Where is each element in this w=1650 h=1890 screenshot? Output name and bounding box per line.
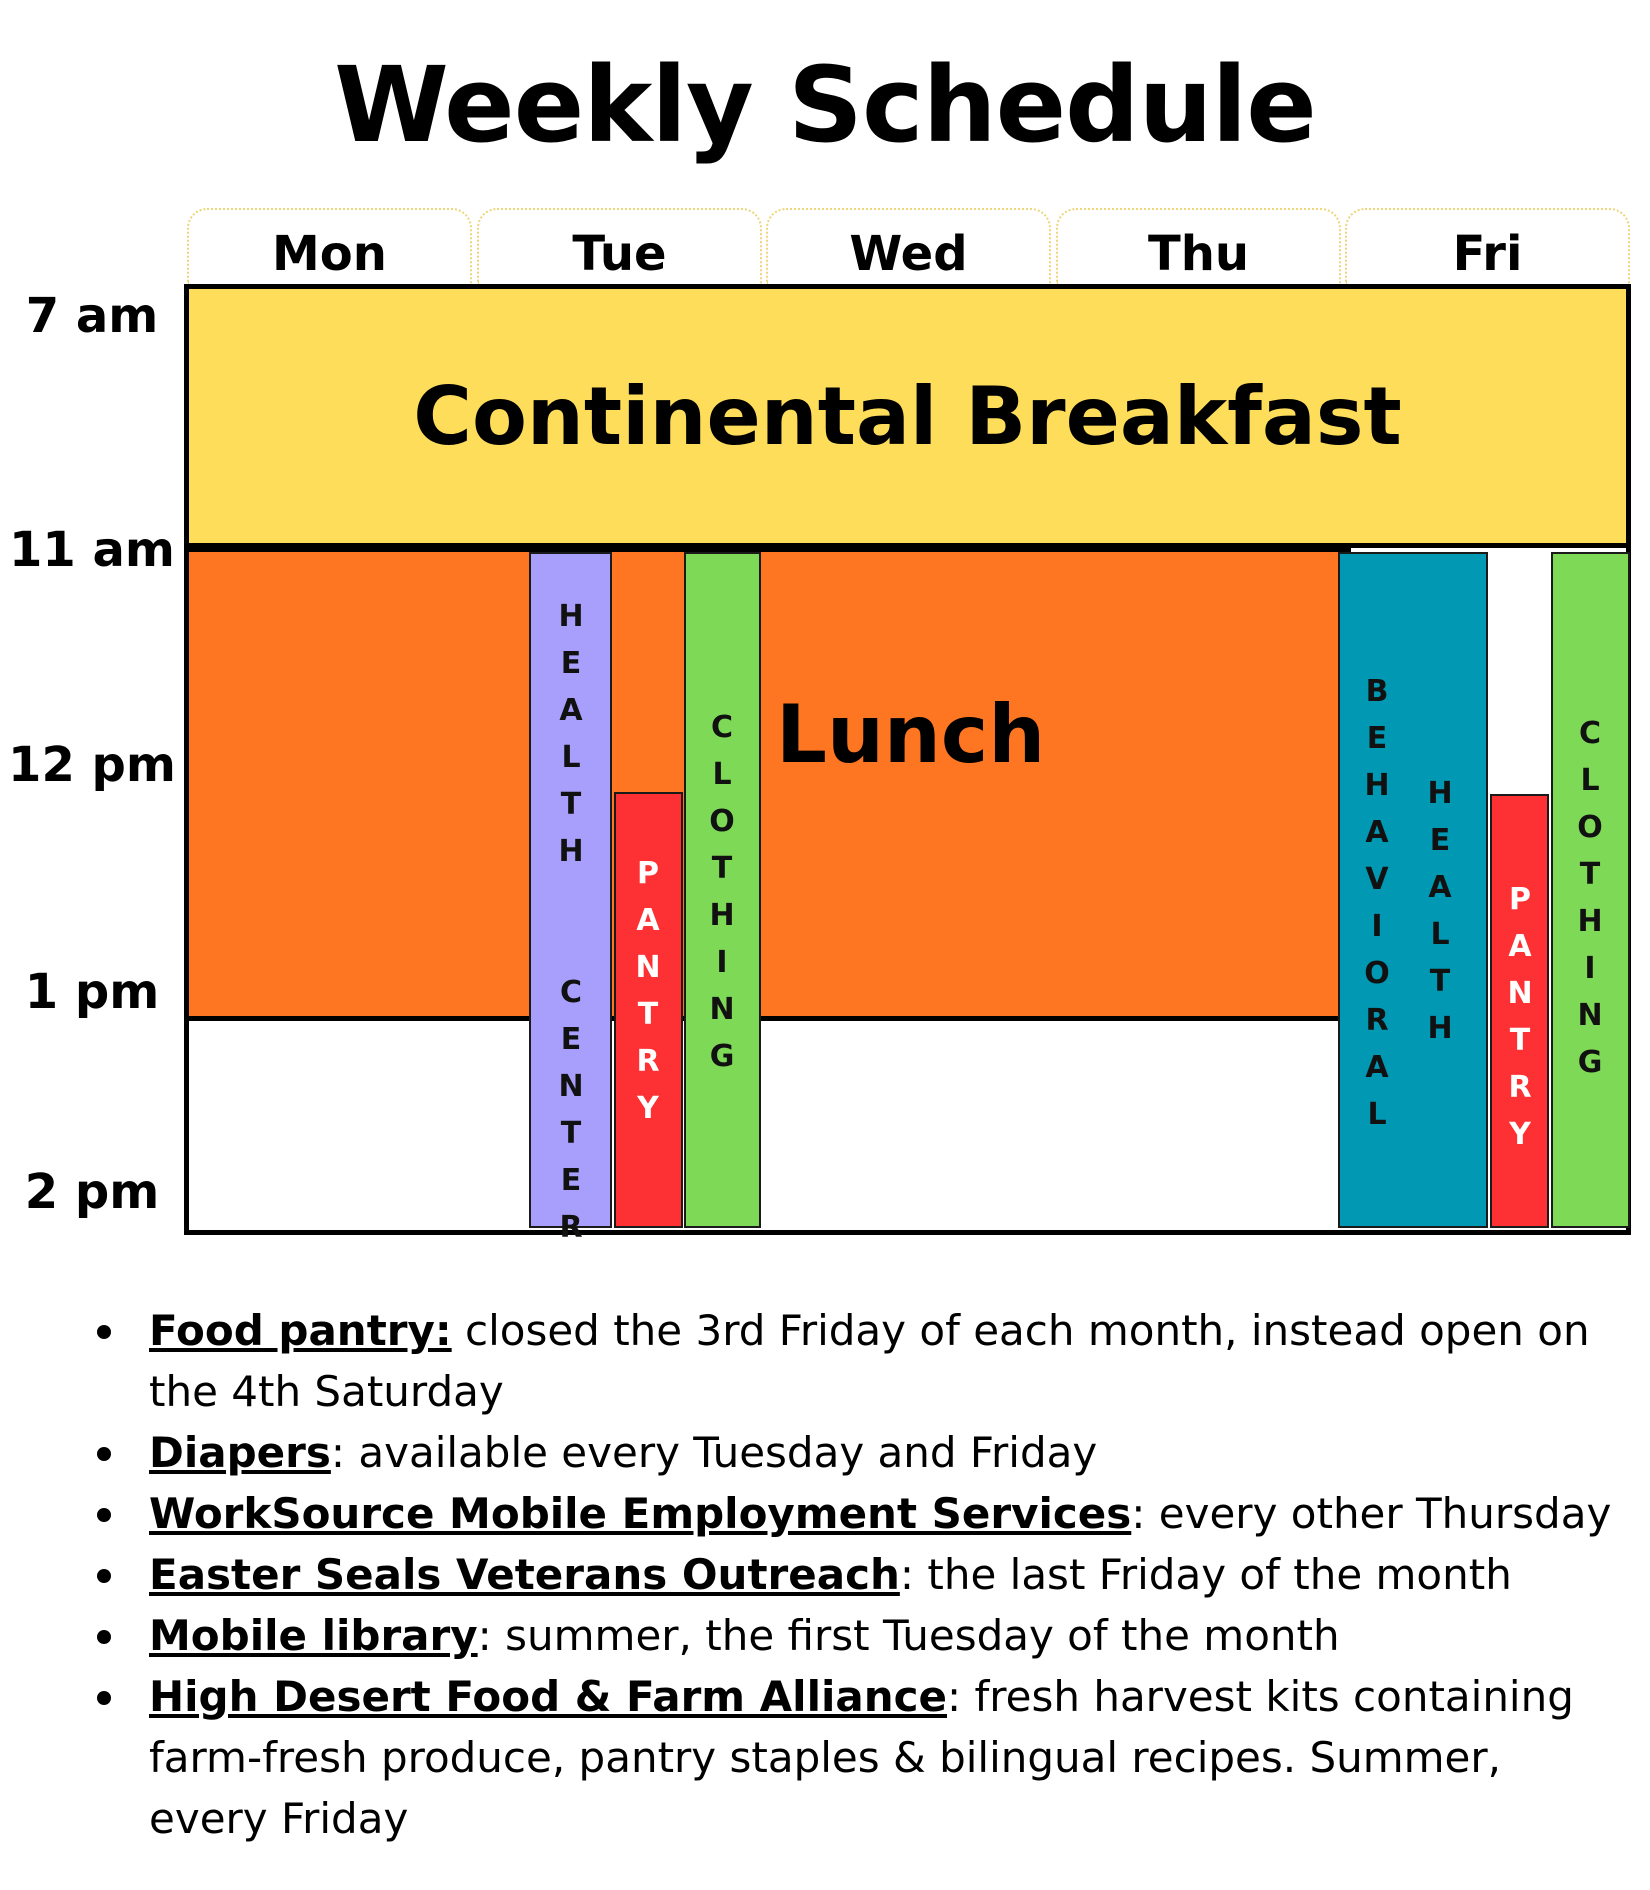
note-text: : every other Thursday bbox=[1131, 1489, 1612, 1538]
lunch-label: Lunch bbox=[776, 688, 1046, 781]
tue-health-center bbox=[529, 552, 612, 1245]
tue-pantry-label: P A N T R Y bbox=[635, 856, 661, 1126]
note-item bbox=[95, 1666, 1615, 1849]
tue-clothing-label: C L O T H I N G bbox=[709, 710, 735, 1074]
note-name: WorkSource Mobile Employment Services bbox=[149, 1489, 1132, 1538]
time-label-2pm: 2 pm bbox=[24, 1164, 160, 1220]
note-name: Easter Seals Veterans Outreach bbox=[149, 1550, 900, 1599]
tue-health-center-label: H E A L T H C E N T E R bbox=[558, 599, 584, 1245]
fri-behavioral-label: B E H A V I O R A L bbox=[1364, 674, 1390, 1132]
time-label-12pm: 12 pm bbox=[8, 737, 176, 793]
note-name: Mobile library bbox=[149, 1611, 478, 1660]
note-item bbox=[95, 1422, 1615, 1483]
day-tab-wed: Wed bbox=[766, 208, 1051, 284]
note-text: closed the 3rd Friday of each month, instead open on the 4th Saturday bbox=[149, 1306, 1590, 1416]
time-label-7am: 7 am bbox=[25, 288, 159, 344]
note-item bbox=[95, 1605, 1615, 1666]
breakfast-block bbox=[184, 284, 1631, 548]
note-text: : fresh harvest kits containing farm-fresh produce, pantry staples & bilingual recipes. Summer, every Friday bbox=[149, 1672, 1574, 1843]
time-label-1pm: 1 pm bbox=[24, 964, 160, 1020]
note-item bbox=[95, 1483, 1615, 1544]
note-text: : available every Tuesday and Friday bbox=[330, 1428, 1098, 1477]
tue-clothing bbox=[684, 552, 761, 1228]
note-item bbox=[95, 1544, 1615, 1605]
fri-pantry bbox=[1490, 794, 1549, 1228]
note-name: Diapers bbox=[149, 1428, 331, 1477]
notes-list bbox=[95, 1300, 1615, 1849]
time-label-11am: 11 am bbox=[9, 522, 175, 578]
fri-health-label: H E A L T H bbox=[1427, 776, 1453, 1046]
note-item bbox=[95, 1300, 1615, 1422]
day-tab-tue: Tue bbox=[477, 208, 762, 284]
page-title: Weekly Schedule bbox=[334, 44, 1316, 166]
fri-pantry-label: P A N T R Y bbox=[1507, 882, 1533, 1152]
note-text: : summer, the first Tuesday of the month bbox=[477, 1611, 1340, 1660]
fri-behavioral-health bbox=[1338, 552, 1488, 1228]
breakfast-label: Continental Breakfast bbox=[413, 369, 1402, 463]
note-name: Food pantry: bbox=[149, 1306, 452, 1355]
note-text: : the last Friday of the month bbox=[899, 1550, 1512, 1599]
lunch-block bbox=[184, 544, 1351, 1021]
fri-clothing-label: C L O T H I N G bbox=[1577, 716, 1603, 1080]
day-tab-fri: Fri bbox=[1345, 208, 1630, 284]
tue-pantry bbox=[614, 792, 683, 1228]
note-name: High Desert Food & Farm Alliance bbox=[149, 1672, 947, 1721]
fri-clothing bbox=[1551, 552, 1630, 1228]
day-tab-mon: Mon bbox=[187, 208, 472, 284]
day-tab-thu: Thu bbox=[1056, 208, 1341, 284]
